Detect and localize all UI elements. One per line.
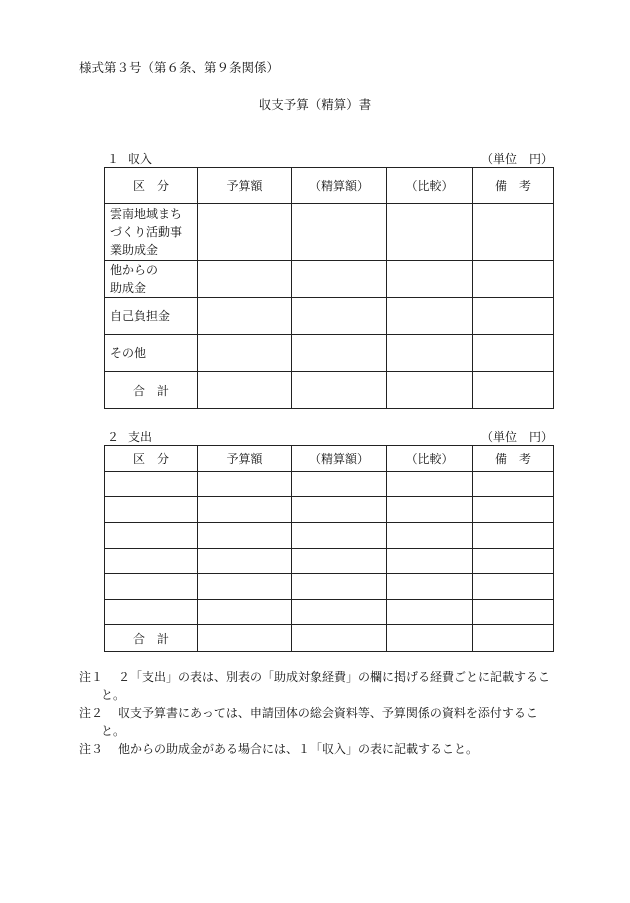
income-section-label: 収入 xyxy=(128,152,153,166)
table-cell xyxy=(387,523,473,549)
income-row-other xyxy=(105,335,554,372)
income-header-category: 区 分 xyxy=(105,168,198,204)
note-item xyxy=(79,668,559,704)
table-cell xyxy=(198,549,292,574)
expense-header-settled: （精算額） xyxy=(292,446,387,472)
income-table xyxy=(104,167,554,409)
table-cell xyxy=(387,298,473,335)
expense-total-row xyxy=(105,625,554,652)
table-cell xyxy=(292,549,387,574)
table-cell xyxy=(387,372,473,409)
income-row-label xyxy=(105,261,198,298)
income-row-label: 自己負担金 xyxy=(105,298,198,335)
income-section-number: １ xyxy=(107,152,120,166)
income-row-label xyxy=(105,204,198,261)
table-cell xyxy=(105,523,198,549)
table-cell xyxy=(198,204,292,261)
table-cell xyxy=(387,549,473,574)
expense-section-label: 支出 xyxy=(128,430,153,444)
table-cell xyxy=(292,472,387,497)
table-cell xyxy=(387,625,473,652)
table-cell xyxy=(105,549,198,574)
table-cell xyxy=(387,472,473,497)
table-cell xyxy=(292,335,387,372)
table-cell xyxy=(198,625,292,652)
income-header-row xyxy=(105,168,554,204)
table-cell xyxy=(292,372,387,409)
expense-table xyxy=(104,445,554,652)
note-text: ２「支出」の表は、別表の「助成対象経費」の欄に掲げる経費ごとに記載すること。 xyxy=(101,670,551,702)
table-cell xyxy=(292,523,387,549)
table-cell xyxy=(292,261,387,298)
note-tag: 注２ xyxy=(79,706,104,720)
income-row-label: その他 xyxy=(105,335,198,372)
income-row-label-line: 助成金 xyxy=(110,281,147,295)
table-cell xyxy=(292,625,387,652)
table-cell xyxy=(473,204,554,261)
table-cell xyxy=(387,600,473,625)
table-cell xyxy=(473,372,554,409)
document-title: 収支予算（精算）書 xyxy=(258,97,372,112)
income-row-other-grant xyxy=(105,261,554,298)
table-cell xyxy=(292,497,387,523)
table-cell xyxy=(387,497,473,523)
table-cell xyxy=(105,574,198,600)
table-cell xyxy=(105,472,198,497)
expense-row xyxy=(105,600,554,625)
income-header-settled: （精算額） xyxy=(292,168,387,204)
expense-header-category: 区 分 xyxy=(105,446,198,472)
expense-row xyxy=(105,574,554,600)
table-cell xyxy=(387,335,473,372)
table-cell xyxy=(198,497,292,523)
table-cell xyxy=(198,372,292,409)
income-row-label-line: 他からの xyxy=(110,263,159,277)
expense-header-remarks: 備 考 xyxy=(473,446,554,472)
table-cell xyxy=(198,261,292,298)
table-cell xyxy=(473,472,554,497)
expense-header-budget: 予算額 xyxy=(198,446,292,472)
expense-section-header xyxy=(95,428,553,444)
note-text: 収支予算書にあっては、申請団体の総会資料等、予算関係の資料を添付すること。 xyxy=(101,706,538,738)
expense-row xyxy=(105,549,554,574)
note-item xyxy=(79,740,559,758)
income-header-budget: 予算額 xyxy=(198,168,292,204)
income-header-comparison: （比較） xyxy=(387,168,473,204)
note-text: 他からの助成金がある場合には、１「収入」の表に記載すること。 xyxy=(118,742,479,756)
table-cell xyxy=(473,261,554,298)
income-total-label: 合 計 xyxy=(105,372,198,409)
table-cell xyxy=(473,625,554,652)
expense-unit-label: （単位 円） xyxy=(480,430,553,444)
expense-header-comparison: （比較） xyxy=(387,446,473,472)
table-cell xyxy=(473,335,554,372)
table-cell xyxy=(105,600,198,625)
income-row-label-line: 雲南地域まち xyxy=(110,207,183,221)
table-cell xyxy=(473,574,554,600)
income-row-grant xyxy=(105,204,554,261)
table-cell xyxy=(198,298,292,335)
table-cell xyxy=(292,298,387,335)
expense-row xyxy=(105,497,554,523)
table-cell xyxy=(292,574,387,600)
table-cell xyxy=(198,335,292,372)
income-row-label-line: づくり活動事 xyxy=(110,225,183,239)
table-cell xyxy=(198,574,292,600)
table-cell xyxy=(473,497,554,523)
expense-section-number: ２ xyxy=(107,430,120,444)
table-cell xyxy=(473,298,554,335)
income-total-row xyxy=(105,372,554,409)
note-tag: 注３ xyxy=(79,742,104,756)
expense-row xyxy=(105,472,554,497)
table-cell xyxy=(198,523,292,549)
form-number: 様式第３号（第６条、第９条関係） xyxy=(79,60,280,75)
income-row-label-line: 業助成金 xyxy=(110,243,159,257)
income-section-header xyxy=(95,150,553,166)
table-cell xyxy=(198,472,292,497)
table-cell xyxy=(473,549,554,574)
income-header-remarks: 備 考 xyxy=(473,168,554,204)
table-cell xyxy=(387,574,473,600)
expense-header-row xyxy=(105,446,554,472)
table-cell xyxy=(105,497,198,523)
table-cell xyxy=(292,204,387,261)
note-item xyxy=(79,704,559,740)
note-tag: 注１ xyxy=(79,670,104,684)
table-cell xyxy=(387,261,473,298)
table-cell xyxy=(198,600,292,625)
notes-section xyxy=(79,668,559,758)
income-unit-label: （単位 円） xyxy=(480,152,553,166)
table-cell xyxy=(473,523,554,549)
table-cell xyxy=(387,204,473,261)
expense-row xyxy=(105,523,554,549)
income-row-self-funding xyxy=(105,298,554,335)
expense-total-label: 合 計 xyxy=(105,625,198,652)
table-cell xyxy=(292,600,387,625)
table-cell xyxy=(473,600,554,625)
